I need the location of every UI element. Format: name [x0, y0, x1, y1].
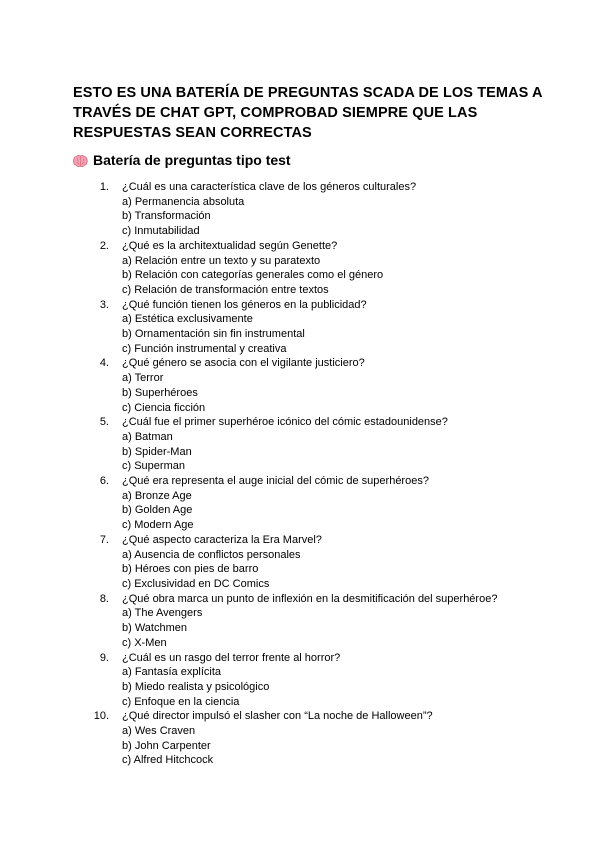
answer-option: a) Wes Craven [122, 725, 196, 738]
question-item [0, 592, 600, 651]
answer-option: c) Exclusividad en DC Comics [122, 577, 270, 590]
question-number: 7. [99, 533, 109, 546]
answer-option: c) Enfoque en la ciencia [122, 695, 240, 708]
question-text: ¿Cuál es una característica clave de los géneros culturales? [122, 181, 417, 193]
question-number: 2. [99, 239, 109, 252]
answer-option: b) Superhéroes [122, 386, 198, 399]
question-number: 9. [99, 651, 109, 664]
answer-option: c) Superman [122, 460, 185, 473]
question-number: 3. [99, 298, 109, 311]
question-number: 5. [99, 416, 109, 429]
answer-option: b) Watchmen [122, 622, 188, 635]
answer-option: a) Batman [122, 430, 173, 443]
answer-option: b) Spider-Man [122, 445, 192, 458]
question-item [0, 356, 600, 415]
answer-option: a) Terror [122, 372, 164, 385]
question-item [0, 651, 600, 710]
answer-option: a) Permanencia absoluta [122, 195, 245, 208]
question-number: 6. [99, 475, 109, 488]
answer-option: b) Héroes con pies de barro [122, 563, 259, 576]
question-number: 1. [99, 181, 109, 193]
section-title: Batería de preguntas tipo test [93, 152, 291, 168]
disclaimer-heading: ESTO ES UNA BATERÍA DE PREGUNTAS SCADA DE LOS TEMAS A TRAVÉS DE CHAT GPT, COMPROBAD SIEMPRE QUE LAS RESPUESTAS SEAN CORRECTAS [73, 85, 543, 141]
question-list [0, 180, 600, 768]
question-text: ¿Cuál fue el primer superhéroe icónico del cómic estadounidense? [122, 416, 448, 429]
answer-option: a) Estética exclusivamente [122, 313, 253, 326]
answer-option: b) Miedo realista y psicológico [122, 680, 270, 693]
answer-option: b) Ornamentación sin fin instrumental [122, 328, 305, 341]
answer-option: c) Modern Age [122, 519, 194, 532]
question-text: ¿Qué obra marca un punto de inflexión en la desmitificación del superhéroe? [122, 592, 498, 605]
question-text: ¿Qué aspecto caracteriza la Era Marvel? [122, 533, 322, 546]
answer-option: a) Relación entre un texto y su paratexto [122, 254, 321, 267]
brain-icon [73, 154, 88, 167]
question-number: 8. [99, 592, 109, 605]
question-text: ¿Qué función tienen los géneros en la publicidad? [122, 298, 367, 311]
question-text: ¿Qué es la architextualidad según Genette? [122, 239, 338, 252]
answer-option: c) X-Men [122, 636, 167, 649]
question-text: ¿Qué era representa el auge inicial del cómic de superhéroes? [122, 475, 429, 488]
answer-option: b) Golden Age [122, 504, 193, 517]
question-number: 10. [93, 710, 109, 723]
question-item [0, 415, 600, 474]
question-number: 4. [99, 357, 109, 370]
answer-option: a) Bronze Age [122, 489, 192, 502]
question-item [0, 533, 600, 592]
answer-option: c) Alfred Hitchcock [122, 754, 214, 767]
answer-option: a) The Avengers [122, 607, 203, 620]
question-item [0, 239, 600, 298]
answer-option: c) Ciencia ficción [122, 401, 206, 414]
answer-option: b) Relación con categorías generales como el género [122, 269, 384, 282]
question-item [0, 709, 600, 768]
question-text: ¿Cuál es un rasgo del terror frente al horror? [122, 651, 341, 664]
question-item [0, 180, 600, 239]
answer-option: b) John Carpenter [122, 739, 211, 752]
answer-option: c) Función instrumental y creativa [122, 342, 287, 355]
section-heading [73, 151, 291, 169]
answer-option: c) Relación de transformación entre textos [122, 283, 329, 296]
question-text: ¿Qué género se asocia con el vigilante justiciero? [122, 357, 365, 370]
answer-option: b) Transformación [122, 210, 211, 223]
answer-option: a) Fantasía explícita [122, 666, 222, 679]
answer-option: c) Inmutabilidad [122, 225, 200, 238]
question-item [0, 474, 600, 533]
question-text: ¿Qué director impulsó el slasher con “La noche de Halloween”? [122, 710, 433, 723]
answer-option: a) Ausencia de conflictos personales [122, 548, 301, 561]
question-item [0, 298, 600, 357]
